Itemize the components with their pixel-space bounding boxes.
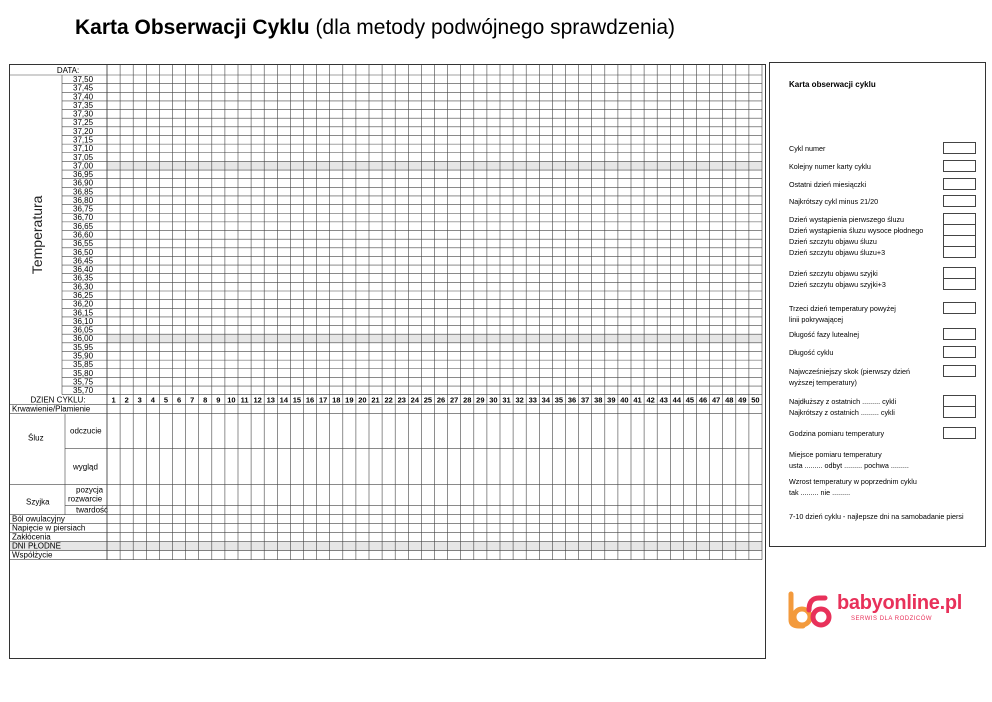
day-number: 33 — [528, 395, 537, 405]
day-number: 43 — [659, 395, 668, 405]
temp-value-label: 36,75 — [73, 204, 94, 214]
cycle-info-field-label: Długość fazy lutealnej — [789, 330, 859, 339]
disturbances-label: Zakłócenia — [12, 532, 51, 542]
day-number: 27 — [449, 395, 459, 405]
temp-value-label: 35,95 — [73, 342, 94, 352]
cycle-info-field-label: Trzeci dzień temperatury powyżej — [789, 304, 896, 313]
cycle-info-field — [789, 329, 949, 340]
day-number: 20 — [358, 395, 367, 405]
cycle-info-input-box[interactable] — [943, 142, 976, 154]
temp-value-label: 36,05 — [73, 325, 94, 335]
cycle-info-input-box[interactable] — [943, 328, 976, 340]
day-number: 5 — [163, 395, 169, 405]
day-number: 19 — [345, 395, 354, 405]
mucus-look-label: wygląd — [73, 462, 98, 472]
cycle-info-input-box[interactable] — [943, 302, 976, 314]
temp-value-label: 37,05 — [73, 152, 94, 162]
day-number: 10 — [227, 395, 236, 405]
temp-value-label: 36,60 — [73, 230, 94, 240]
temp-value-label: 36,40 — [73, 265, 94, 275]
temp-value-label: 37,30 — [73, 109, 94, 119]
day-number: 1 — [111, 395, 116, 405]
temp-value-label: 36,45 — [73, 256, 94, 266]
day-number: 13 — [266, 395, 275, 405]
date-label: DATA: — [56, 66, 80, 75]
cycle-info-input-box[interactable] — [943, 365, 976, 377]
cycle-info-field — [789, 268, 949, 290]
day-number: 11 — [240, 395, 249, 405]
day-number: 34 — [541, 395, 551, 405]
cycle-info-field-label: Dzień wystąpienia pierwszego śluzu — [789, 215, 905, 224]
temp-value-label: 37,00 — [73, 161, 94, 171]
page-title — [75, 16, 675, 40]
cycle-info-panel — [769, 62, 986, 547]
day-number: 46 — [698, 395, 708, 405]
temp-value-label: 36,10 — [73, 316, 94, 326]
day-number: 31 — [502, 395, 511, 405]
temp-value-label: 37,20 — [73, 126, 94, 136]
day-number: 39 — [607, 395, 616, 405]
cycle-info-input-box[interactable] — [943, 246, 976, 258]
temp-value-label: 37,50 — [73, 75, 94, 84]
temperature-axis-label: Temperatura — [29, 195, 45, 275]
cycle-info-field-label: Dzień szczytu objawu szyjki — [789, 269, 878, 278]
cycle-info-field-label: Miejsce pomiaru temperatury — [789, 450, 882, 459]
cycle-info-field — [789, 428, 949, 439]
babyonline-logo — [785, 590, 975, 630]
cycle-info-input-box[interactable] — [943, 178, 976, 190]
observation-grid-svg — [10, 65, 765, 658]
cycle-info-field-label: usta ......... odbyt ......... pochwa ......... — [789, 461, 909, 470]
temp-value-label: 35,70 — [73, 386, 94, 396]
mucus-label: Śluz — [28, 433, 44, 443]
day-number: 22 — [384, 395, 393, 405]
day-number: 32 — [515, 395, 524, 405]
cycle-info-field-label: tak ......... nie ......... — [789, 488, 851, 497]
day-number: 38 — [594, 395, 603, 405]
breast-tension-label: Napięcie w piersiach — [12, 523, 86, 533]
cycle-info-field — [789, 161, 949, 172]
temp-value-label: 37,35 — [73, 100, 94, 110]
temp-value-label: 35,80 — [73, 368, 94, 378]
cycle-info-field-label: Najdłuższy z ostatnich ......... cykli — [789, 397, 897, 406]
day-number: 16 — [305, 395, 315, 405]
cycle-info-field-label: Wzrost temperatury w poprzednim cyklu — [789, 477, 917, 486]
day-number: 50 — [751, 395, 760, 405]
temp-value-label: 37,25 — [73, 118, 94, 128]
cycle-info-field — [789, 303, 949, 325]
cycle-info-field — [789, 143, 949, 154]
temp-value-label: 36,90 — [73, 178, 94, 188]
day-number: 2 — [124, 395, 129, 405]
cycle-info-field — [789, 347, 949, 358]
day-number: 42 — [646, 395, 655, 405]
day-number: 7 — [190, 395, 195, 405]
day-number: 44 — [672, 395, 682, 405]
bleeding-label: Krwawienie/Plamienie — [12, 404, 91, 414]
cycle-info-field-label: Dzień szczytu objawu szyjki+3 — [789, 280, 886, 289]
cycle-info-field-label: Kolejny numer karty cyklu — [789, 162, 871, 171]
cycle-info-field — [789, 449, 949, 471]
cycle-info-field-label: Najkrótszy z ostatnich ......... cykli — [789, 408, 895, 417]
mucus-feel-label: odczucie — [70, 426, 102, 436]
temp-value-label: 36,50 — [73, 247, 94, 257]
cycle-info-field-label: Dzień szczytu objawu śluzu — [789, 237, 877, 246]
day-number: 29 — [476, 395, 485, 405]
day-number: 35 — [554, 395, 564, 405]
observation-grid — [9, 64, 766, 659]
day-number: 36 — [567, 395, 577, 405]
cycle-info-input-box[interactable] — [943, 195, 976, 207]
cervix-open-label: rozwarcie — [68, 494, 103, 504]
day-number: 40 — [620, 395, 629, 405]
logo-subtitle: SERWIS DLA RODZICÓW — [851, 616, 933, 622]
cycle-info-field-label: Ostatni dzień miesiączki — [789, 180, 867, 189]
day-number: 14 — [279, 395, 289, 405]
cycle-info-field-label: Najkrótszy cykl minus 21/20 — [789, 197, 879, 206]
temp-value-label: 35,90 — [73, 351, 94, 361]
temp-value-label: 36,20 — [73, 299, 94, 309]
temp-value-label: 36,25 — [73, 291, 94, 300]
day-of-cycle-label: DZIEN CYKLU: — [30, 395, 86, 405]
temp-value-label: 36,55 — [73, 239, 94, 249]
cycle-info-input-box[interactable] — [943, 346, 976, 358]
cycle-info-field — [789, 214, 949, 258]
temp-value-label: 36,65 — [73, 221, 94, 231]
cycle-info-field-label: Najwcześniejszy skok (pierwszy dzień — [789, 367, 911, 376]
temp-value-label: 36,15 — [73, 308, 94, 318]
logo-text: babyonline.pl — [837, 592, 962, 614]
cycle-info-input-box[interactable] — [943, 278, 976, 290]
temp-value-label: 35,85 — [73, 360, 94, 370]
logo-mark-icon — [785, 590, 835, 630]
day-number: 21 — [371, 395, 380, 405]
temp-value-label: 35,75 — [73, 377, 94, 387]
day-number: 4 — [150, 395, 155, 405]
cycle-info-input-box[interactable] — [943, 160, 976, 172]
day-number: 48 — [725, 395, 734, 405]
cycle-info-field — [789, 476, 949, 498]
temp-value-label: 36,70 — [73, 213, 94, 223]
day-number: 17 — [318, 395, 328, 405]
temp-value-label: 37,10 — [73, 144, 94, 154]
cycle-info-field — [789, 366, 949, 388]
fertile-days-shade — [10, 542, 762, 551]
day-number: 12 — [253, 395, 262, 405]
temp-value-label: 37,15 — [73, 135, 94, 145]
cycle-info-field — [789, 396, 949, 418]
day-number: 49 — [738, 395, 747, 405]
day-number: 47 — [711, 395, 721, 405]
day-number: 26 — [436, 395, 446, 405]
temp-value-label: 36,35 — [73, 273, 94, 283]
temp-value-label: 36,85 — [73, 187, 94, 197]
cycle-info-title: Karta obserwacji cyklu — [789, 80, 876, 89]
cycle-info-field-label: Cykl numer — [789, 144, 826, 153]
day-number: 15 — [292, 395, 302, 405]
cervix-label: Szyjka — [26, 497, 50, 507]
day-number: 24 — [410, 395, 420, 405]
cycle-info-field-label: Godzina pomiaru temperatury — [789, 429, 885, 438]
day-number: 3 — [137, 395, 142, 405]
day-number: 8 — [203, 395, 208, 405]
day-number: 25 — [423, 395, 433, 405]
day-number: 18 — [332, 395, 341, 405]
temp-value-label: 37,40 — [73, 92, 94, 102]
temp-value-label: 36,80 — [73, 195, 94, 205]
cycle-info-field-label: Dzień szczytu objawu śluzu+3 — [789, 248, 886, 257]
cervix-pos-label: pozycja — [76, 485, 104, 495]
temp-value-label: 36,30 — [73, 282, 94, 292]
title-bold: Karta Obserwacji Cyklu — [75, 16, 310, 39]
day-number: 37 — [580, 395, 590, 405]
day-number: 28 — [463, 395, 472, 405]
cycle-info-input-box[interactable] — [943, 406, 976, 418]
temp-value-label: 36,95 — [73, 170, 94, 180]
cycle-info-field — [789, 196, 949, 207]
day-number: 23 — [397, 395, 406, 405]
ovulation-pain-label: Ból owulacyjny — [12, 514, 65, 524]
day-number: 45 — [685, 395, 695, 405]
fertile-days-label: DNI PŁODNE — [12, 541, 61, 551]
cycle-info-field — [789, 179, 949, 190]
day-number: 41 — [633, 395, 642, 405]
breast-exam-note: 7-10 dzień cyklu - najlepsze dni na samobadanie piersi — [789, 512, 964, 521]
title-rest: (dla metody podwójnego sprawdzenia) — [309, 16, 675, 39]
cycle-info-input-box[interactable] — [943, 427, 976, 439]
cycle-info-field-label: Długość cyklu — [789, 348, 834, 357]
day-number: 6 — [176, 395, 182, 405]
temp-value-label: 37,45 — [73, 83, 94, 93]
cervix-hard-label: twardość — [76, 505, 109, 515]
day-number: 30 — [489, 395, 498, 405]
intercourse-label: Współżycie — [12, 550, 53, 560]
temp-value-label: 36,00 — [73, 334, 94, 344]
day-number: 9 — [216, 395, 221, 405]
cycle-info-field-label: linii pokrywającej — [789, 315, 843, 324]
cycle-info-field-label: Dzień wystąpienia śluzu wysoce płodnego — [789, 226, 924, 235]
cycle-info-field-label: wyższej temperatury) — [789, 378, 857, 387]
